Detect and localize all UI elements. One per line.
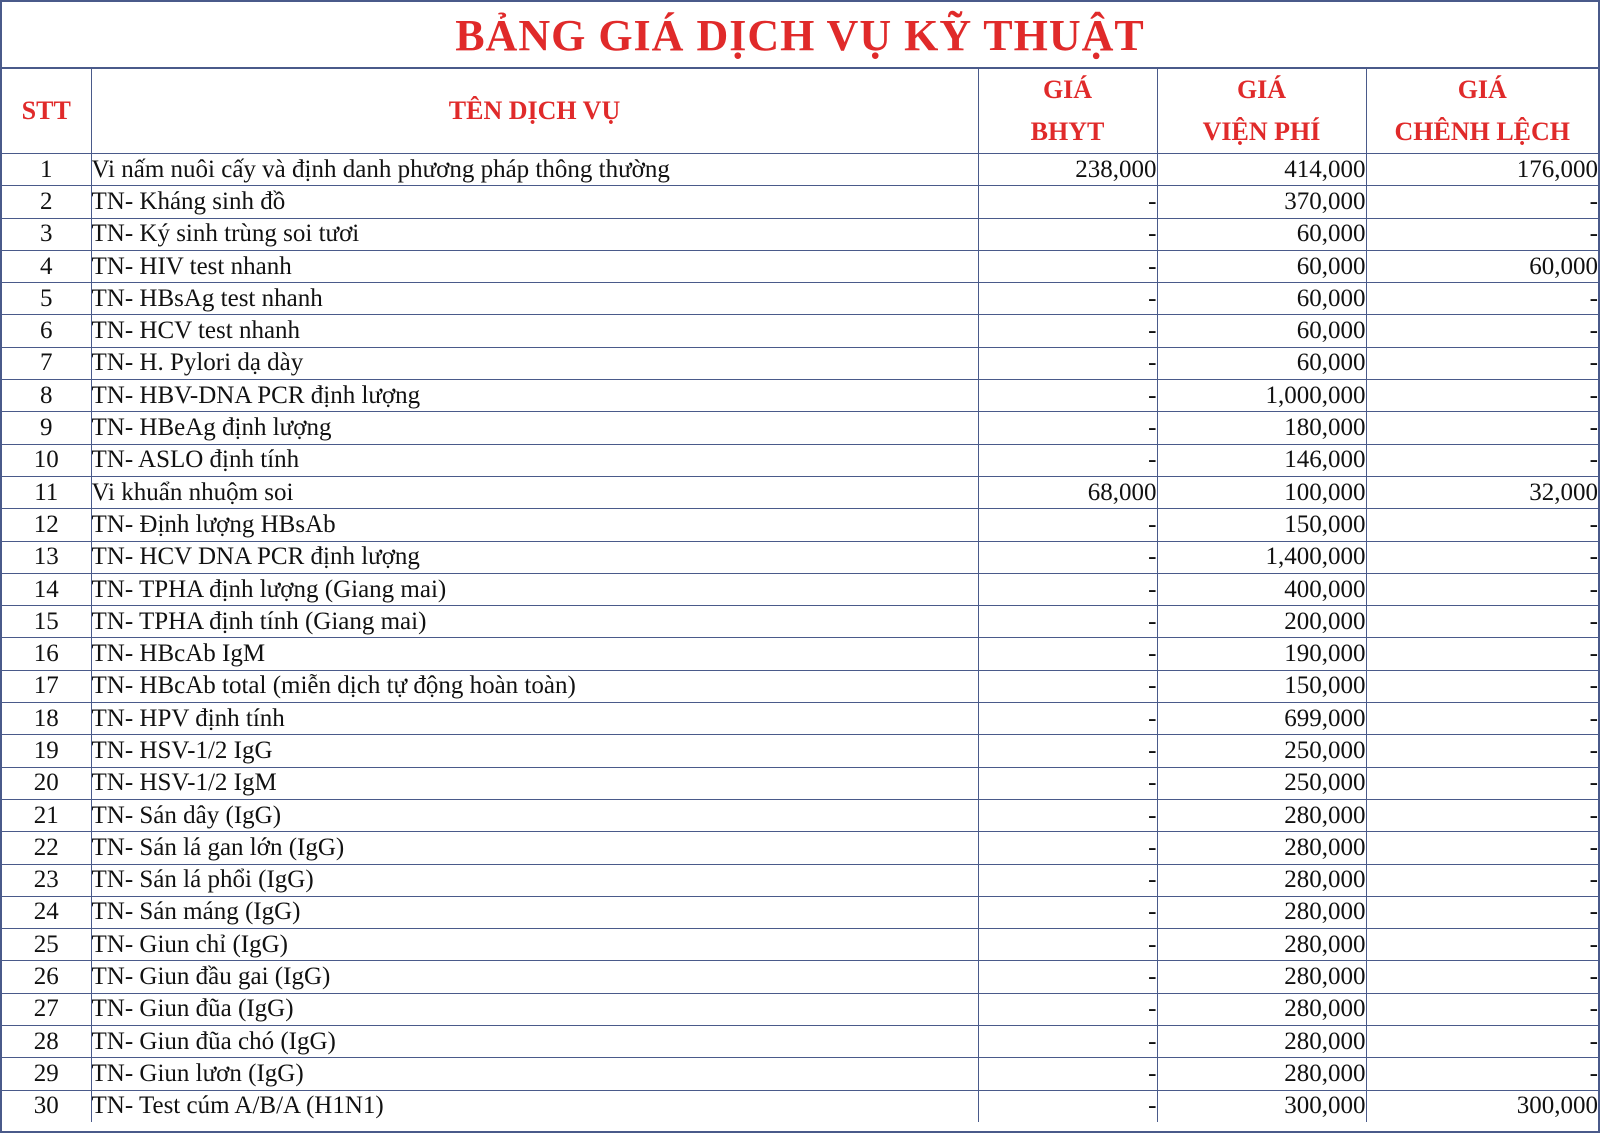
row-bhyt-price-cell: - <box>978 993 1157 1025</box>
row-stt-cell: 15 <box>2 606 91 638</box>
row-stt-cell: 29 <box>2 1058 91 1090</box>
row-hospital-price-cell: 280,000 <box>1157 929 1366 961</box>
row-hospital-price-cell: 280,000 <box>1157 864 1366 896</box>
row-service-name-cell: TN- Sán lá phổi (IgG) <box>91 864 978 896</box>
row-hospital-price-cell: 280,000 <box>1157 961 1366 993</box>
row-stt-cell: 20 <box>2 767 91 799</box>
row-stt-cell: 10 <box>2 444 91 476</box>
row-bhyt-price-cell: - <box>978 186 1157 218</box>
row-service-name-cell: TN- HBsAg test nhanh <box>91 283 978 315</box>
row-hospital-price-cell: 280,000 <box>1157 896 1366 928</box>
table-row <box>2 896 1598 928</box>
row-difference-price-cell: - <box>1366 961 1598 993</box>
header-service-name: TÊN DỊCH VỤ <box>91 69 978 154</box>
row-bhyt-price-cell: - <box>978 283 1157 315</box>
header-difference-price <box>1366 69 1598 154</box>
row-stt-cell: 28 <box>2 1026 91 1058</box>
row-stt-cell: 4 <box>2 250 91 282</box>
table-row <box>2 541 1598 573</box>
row-bhyt-price-cell: - <box>978 509 1157 541</box>
row-difference-price-cell: - <box>1366 347 1598 379</box>
row-service-name-cell: TN- Ký sinh trùng soi tươi <box>91 218 978 250</box>
row-bhyt-price-cell: - <box>978 1026 1157 1058</box>
row-service-name-cell: TN- Giun đầu gai (IgG) <box>91 961 978 993</box>
row-bhyt-price-cell: - <box>978 670 1157 702</box>
row-difference-price-cell: - <box>1366 412 1598 444</box>
row-hospital-price-cell: 1,400,000 <box>1157 541 1366 573</box>
row-bhyt-price-cell: - <box>978 832 1157 864</box>
header-difference-line1: GIÁ <box>1457 75 1507 104</box>
row-difference-price-cell: - <box>1366 864 1598 896</box>
row-hospital-price-cell: 200,000 <box>1157 606 1366 638</box>
row-difference-price-cell: - <box>1366 606 1598 638</box>
row-service-name-cell: TN- HCV DNA PCR định lượng <box>91 541 978 573</box>
row-bhyt-price-cell: - <box>978 929 1157 961</box>
row-difference-price-cell: - <box>1366 896 1598 928</box>
table-row <box>2 606 1598 638</box>
row-service-name-cell: TN- Sán lá gan lớn (IgG) <box>91 832 978 864</box>
row-stt-cell: 16 <box>2 638 91 670</box>
row-stt-cell: 24 <box>2 896 91 928</box>
row-stt-cell: 6 <box>2 315 91 347</box>
row-stt-cell: 14 <box>2 573 91 605</box>
row-stt-cell: 27 <box>2 993 91 1025</box>
row-hospital-price-cell: 400,000 <box>1157 573 1366 605</box>
table-body <box>2 154 1598 1122</box>
row-service-name-cell: Vi khuẩn nhuộm soi <box>91 476 978 508</box>
row-difference-price-cell: 32,000 <box>1366 476 1598 508</box>
row-stt-cell: 11 <box>2 476 91 508</box>
row-service-name-cell: TN- Sán máng (IgG) <box>91 896 978 928</box>
row-stt-cell: 22 <box>2 832 91 864</box>
table-row <box>2 315 1598 347</box>
row-stt-cell: 26 <box>2 961 91 993</box>
row-service-name-cell: TN- HIV test nhanh <box>91 250 978 282</box>
row-service-name-cell: TN- HBV-DNA PCR định lượng <box>91 380 978 412</box>
row-difference-price-cell: 60,000 <box>1366 250 1598 282</box>
row-service-name-cell: TN- H. Pylori dạ dày <box>91 347 978 379</box>
price-table <box>2 69 1598 1122</box>
row-hospital-price-cell: 280,000 <box>1157 799 1366 831</box>
table-row <box>2 799 1598 831</box>
row-hospital-price-cell: 146,000 <box>1157 444 1366 476</box>
row-stt-cell: 1 <box>2 154 91 186</box>
row-difference-price-cell: - <box>1366 509 1598 541</box>
table-row <box>2 993 1598 1025</box>
row-bhyt-price-cell: - <box>978 444 1157 476</box>
row-difference-price-cell: - <box>1366 767 1598 799</box>
header-bhyt-line2: BHYT <box>1030 117 1105 146</box>
table-row <box>2 1026 1598 1058</box>
table-row <box>2 670 1598 702</box>
row-hospital-price-cell: 150,000 <box>1157 670 1366 702</box>
row-service-name-cell: TN- HSV-1/2 IgG <box>91 735 978 767</box>
row-service-name-cell: TN- Giun lươn (IgG) <box>91 1058 978 1090</box>
row-difference-price-cell: - <box>1366 1026 1598 1058</box>
row-bhyt-price-cell: - <box>978 315 1157 347</box>
header-hospital-price <box>1157 69 1366 154</box>
row-bhyt-price-cell: - <box>978 573 1157 605</box>
table-row <box>2 735 1598 767</box>
row-bhyt-price-cell: - <box>978 380 1157 412</box>
row-service-name-cell: Vi nấm nuôi cấy và định danh phương pháp thông thường <box>91 154 978 186</box>
row-difference-price-cell: 300,000 <box>1366 1090 1598 1122</box>
row-service-name-cell: TN- Kháng sinh đồ <box>91 186 978 218</box>
row-hospital-price-cell: 280,000 <box>1157 832 1366 864</box>
header-difference-line2: CHÊNH LỆCH <box>1394 117 1571 146</box>
row-stt-cell: 12 <box>2 509 91 541</box>
row-service-name-cell: TN- Định lượng HBsAb <box>91 509 978 541</box>
row-stt-cell: 23 <box>2 864 91 896</box>
row-difference-price-cell: - <box>1366 832 1598 864</box>
row-bhyt-price-cell: 68,000 <box>978 476 1157 508</box>
table-row <box>2 347 1598 379</box>
row-bhyt-price-cell: 238,000 <box>978 154 1157 186</box>
row-hospital-price-cell: 1,000,000 <box>1157 380 1366 412</box>
row-difference-price-cell: - <box>1366 735 1598 767</box>
row-hospital-price-cell: 60,000 <box>1157 283 1366 315</box>
row-hospital-price-cell: 60,000 <box>1157 250 1366 282</box>
row-bhyt-price-cell: - <box>978 961 1157 993</box>
table-row <box>2 573 1598 605</box>
row-difference-price-cell: - <box>1366 993 1598 1025</box>
row-bhyt-price-cell: - <box>978 541 1157 573</box>
row-difference-price-cell: - <box>1366 929 1598 961</box>
table-row <box>2 250 1598 282</box>
row-hospital-price-cell: 250,000 <box>1157 767 1366 799</box>
row-hospital-price-cell: 190,000 <box>1157 638 1366 670</box>
row-service-name-cell: TN- TPHA định lượng (Giang mai) <box>91 573 978 605</box>
row-service-name-cell: TN- Giun chỉ (IgG) <box>91 929 978 961</box>
row-bhyt-price-cell: - <box>978 1058 1157 1090</box>
table-row <box>2 703 1598 735</box>
row-bhyt-price-cell: - <box>978 1090 1157 1122</box>
row-hospital-price-cell: 414,000 <box>1157 154 1366 186</box>
row-service-name-cell: TN- Giun đũa chó (IgG) <box>91 1026 978 1058</box>
row-service-name-cell: TN- HBeAg định lượng <box>91 412 978 444</box>
row-bhyt-price-cell: - <box>978 896 1157 928</box>
row-difference-price-cell: - <box>1366 573 1598 605</box>
row-stt-cell: 25 <box>2 929 91 961</box>
row-bhyt-price-cell: - <box>978 250 1157 282</box>
table-row <box>2 444 1598 476</box>
table-row <box>2 283 1598 315</box>
row-hospital-price-cell: 699,000 <box>1157 703 1366 735</box>
row-difference-price-cell: - <box>1366 799 1598 831</box>
table-row <box>2 1090 1598 1122</box>
table-row <box>2 864 1598 896</box>
row-stt-cell: 8 <box>2 380 91 412</box>
row-bhyt-price-cell: - <box>978 735 1157 767</box>
row-service-name-cell: TN- HBcAb total (miễn dịch tự động hoàn toàn) <box>91 670 978 702</box>
table-row <box>2 476 1598 508</box>
row-stt-cell: 7 <box>2 347 91 379</box>
row-difference-price-cell: - <box>1366 315 1598 347</box>
row-difference-price-cell: - <box>1366 186 1598 218</box>
header-hospital-line1: GIÁ <box>1236 75 1287 104</box>
table-row <box>2 929 1598 961</box>
row-stt-cell: 19 <box>2 735 91 767</box>
row-hospital-price-cell: 250,000 <box>1157 735 1366 767</box>
row-bhyt-price-cell: - <box>978 638 1157 670</box>
row-difference-price-cell: - <box>1366 638 1598 670</box>
row-hospital-price-cell: 60,000 <box>1157 218 1366 250</box>
table-row <box>2 767 1598 799</box>
table-row <box>2 1058 1598 1090</box>
table-row <box>2 961 1598 993</box>
row-hospital-price-cell: 370,000 <box>1157 186 1366 218</box>
row-service-name-cell: TN- Sán dây (IgG) <box>91 799 978 831</box>
row-hospital-price-cell: 280,000 <box>1157 1026 1366 1058</box>
row-stt-cell: 3 <box>2 218 91 250</box>
table-row <box>2 218 1598 250</box>
table-row <box>2 832 1598 864</box>
row-difference-price-cell: - <box>1366 380 1598 412</box>
row-difference-price-cell: - <box>1366 444 1598 476</box>
table-row <box>2 638 1598 670</box>
row-hospital-price-cell: 280,000 <box>1157 1058 1366 1090</box>
row-bhyt-price-cell: - <box>978 218 1157 250</box>
row-stt-cell: 30 <box>2 1090 91 1122</box>
row-stt-cell: 9 <box>2 412 91 444</box>
row-difference-price-cell: - <box>1366 218 1598 250</box>
row-bhyt-price-cell: - <box>978 799 1157 831</box>
table-row <box>2 380 1598 412</box>
row-service-name-cell: TN- Test cúm A/B/A (H1N1) <box>91 1090 978 1122</box>
row-bhyt-price-cell: - <box>978 703 1157 735</box>
table-row <box>2 412 1598 444</box>
row-bhyt-price-cell: - <box>978 864 1157 896</box>
row-hospital-price-cell: 280,000 <box>1157 993 1366 1025</box>
row-hospital-price-cell: 180,000 <box>1157 412 1366 444</box>
row-stt-cell: 2 <box>2 186 91 218</box>
row-hospital-price-cell: 60,000 <box>1157 315 1366 347</box>
row-difference-price-cell: - <box>1366 541 1598 573</box>
row-hospital-price-cell: 300,000 <box>1157 1090 1366 1122</box>
row-hospital-price-cell: 60,000 <box>1157 347 1366 379</box>
row-stt-cell: 13 <box>2 541 91 573</box>
row-service-name-cell: TN- Giun đũa (IgG) <box>91 993 978 1025</box>
row-service-name-cell: TN- TPHA định tính (Giang mai) <box>91 606 978 638</box>
row-stt-cell: 5 <box>2 283 91 315</box>
row-bhyt-price-cell: - <box>978 606 1157 638</box>
row-difference-price-cell: - <box>1366 670 1598 702</box>
row-service-name-cell: TN- HBcAb IgM <box>91 638 978 670</box>
row-service-name-cell: TN- HPV định tính <box>91 703 978 735</box>
row-hospital-price-cell: 150,000 <box>1157 509 1366 541</box>
table-row <box>2 509 1598 541</box>
row-difference-price-cell: - <box>1366 283 1598 315</box>
row-stt-cell: 21 <box>2 799 91 831</box>
row-bhyt-price-cell: - <box>978 412 1157 444</box>
table-row <box>2 154 1598 186</box>
table-header-row <box>2 69 1598 154</box>
page-title: BẢNG GIÁ DỊCH VỤ KỸ THUẬT <box>2 2 1598 69</box>
row-service-name-cell: TN- ASLO định tính <box>91 444 978 476</box>
row-service-name-cell: TN- HSV-1/2 IgM <box>91 767 978 799</box>
row-difference-price-cell: - <box>1366 1058 1598 1090</box>
row-bhyt-price-cell: - <box>978 347 1157 379</box>
header-stt: STT <box>2 69 91 154</box>
row-stt-cell: 18 <box>2 703 91 735</box>
row-stt-cell: 17 <box>2 670 91 702</box>
row-service-name-cell: TN- HCV test nhanh <box>91 315 978 347</box>
header-bhyt-line1: GIÁ <box>1042 75 1093 104</box>
header-hospital-line2: VIỆN PHÍ <box>1202 117 1321 146</box>
row-bhyt-price-cell: - <box>978 767 1157 799</box>
header-bhyt-price <box>978 69 1157 154</box>
row-hospital-price-cell: 100,000 <box>1157 476 1366 508</box>
row-difference-price-cell: 176,000 <box>1366 154 1598 186</box>
table-row <box>2 186 1598 218</box>
row-difference-price-cell: - <box>1366 703 1598 735</box>
